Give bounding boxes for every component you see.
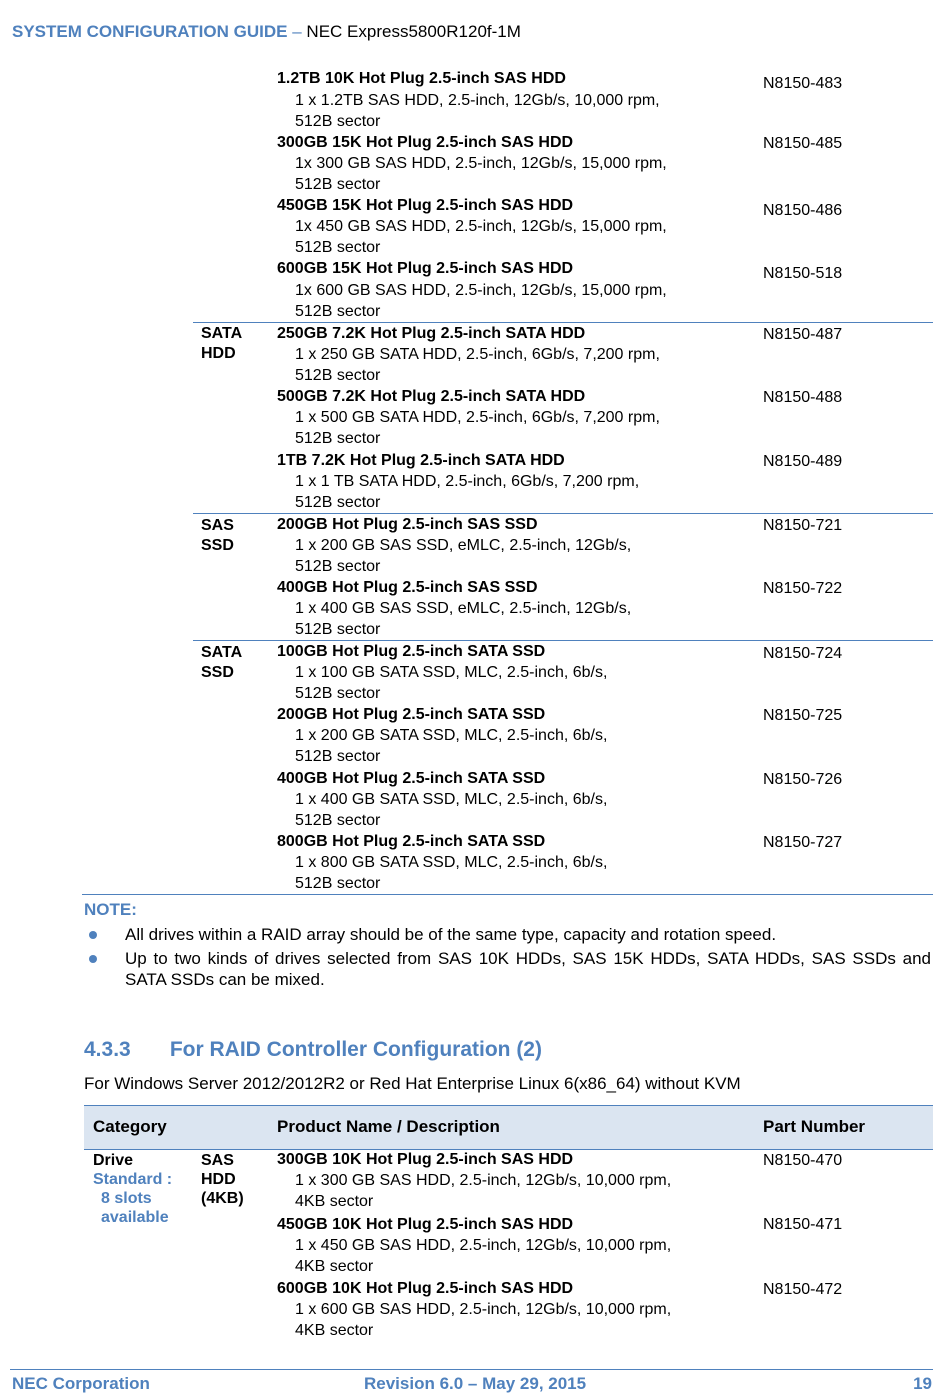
part-number: N8150-727 (763, 834, 843, 851)
part-number: N8150-725 (763, 707, 843, 724)
group-label-line: SSD (201, 537, 234, 554)
item-title: 400GB Hot Plug 2.5-inch SATA SSD (277, 770, 546, 787)
row-divider (193, 513, 933, 514)
part-number: N8150-488 (763, 389, 843, 406)
item-title: 200GB Hot Plug 2.5-inch SAS SSD (277, 516, 538, 533)
item-title: 1TB 7.2K Hot Plug 2.5-inch SATA HDD (277, 452, 565, 469)
part-number: N8150-487 (763, 326, 843, 343)
product-name: NEC Express5800R120f-1M (306, 22, 521, 41)
guide-title: SYSTEM CONFIGURATION GUIDE (12, 22, 288, 41)
item-desc: 512B sector (295, 875, 381, 892)
category-note: available (101, 1209, 169, 1226)
part-number: N8150-518 (763, 265, 843, 282)
group-label-line: SATA (201, 644, 243, 661)
group-label-sata-ssd (201, 643, 242, 683)
item-desc: 512B sector (295, 430, 381, 447)
item-desc: 1 x 200 GB SAS SSD, eMLC, 2.5-inch, 12Gb/s, (295, 537, 632, 554)
item-desc: 512B sector (295, 621, 381, 638)
group-label-line: SAS (201, 1152, 234, 1169)
group-label-sas-ssd (201, 516, 234, 556)
part-number: N8150-724 (763, 645, 843, 662)
item-desc: 1 x 100 GB SATA SSD, MLC, 2.5-inch, 6b/s, (295, 664, 608, 681)
part-number: N8150-721 (763, 517, 843, 534)
item-desc: 1 x 1 TB SATA HDD, 2.5-inch, 6Gb/s, 7,200 rpm, (295, 473, 640, 490)
item-desc: 512B sector (295, 748, 381, 765)
category-note: 8 slots (101, 1190, 152, 1207)
item-desc: 4KB sector (295, 1258, 374, 1275)
bullet-icon (89, 931, 97, 939)
item-title: 400GB Hot Plug 2.5-inch SAS SSD (277, 579, 538, 596)
item-desc: 1x 600 GB SAS HDD, 2.5-inch, 12Gb/s, 15,000 rpm, (295, 282, 667, 299)
part-number: N8150-470 (763, 1152, 843, 1169)
item-title: 300GB 10K Hot Plug 2.5-inch SAS HDD (277, 1151, 574, 1168)
footer-rule (10, 1369, 933, 1370)
section-title: For RAID Controller Configuration (2) (169, 1038, 542, 1061)
item-title: 100GB Hot Plug 2.5-inch SATA SSD (277, 643, 546, 660)
category-cell (93, 1151, 172, 1227)
item-desc: 1 x 1.2TB SAS HDD, 2.5-inch, 12Gb/s, 10,000 rpm, (295, 92, 660, 109)
bullet-icon (89, 955, 97, 963)
item-title: 600GB 10K Hot Plug 2.5-inch SAS HDD (277, 1280, 574, 1297)
item-desc: 512B sector (295, 812, 381, 829)
item-title: 250GB 7.2K Hot Plug 2.5-inch SATA HDD (277, 325, 586, 342)
group-label-line: (4KB) (201, 1190, 244, 1207)
section-intro: For Windows Server 2012/2012R2 or Red Hat Enterprise Linux 6(x86_64) without KVM (84, 1074, 741, 1093)
group-label-sas-hdd-4kb (201, 1151, 244, 1208)
footer-company: NEC Corporation (12, 1374, 150, 1393)
item-desc: 4KB sector (295, 1322, 374, 1339)
part-number: N8150-489 (763, 453, 843, 470)
table-header-row (84, 1105, 933, 1150)
item-desc: 1 x 300 GB SAS HDD, 2.5-inch, 12Gb/s, 10,000 rpm, (295, 1172, 672, 1189)
column-header-product: Product Name / Description (277, 1117, 500, 1136)
item-desc: 1 x 600 GB SAS HDD, 2.5-inch, 12Gb/s, 10,000 rpm, (295, 1301, 672, 1318)
part-number: N8150-483 (763, 75, 843, 92)
part-number: N8150-722 (763, 580, 843, 597)
section-heading (84, 1038, 542, 1062)
item-desc: 512B sector (295, 113, 381, 130)
item-desc: 1x 450 GB SAS HDD, 2.5-inch, 12Gb/s, 15,000 rpm, (295, 218, 667, 235)
group-label-line: SAS (201, 517, 234, 534)
item-title: 450GB 15K Hot Plug 2.5-inch SAS HDD (277, 197, 574, 214)
note-text: Up to two kinds of drives selected from SAS 10K HDDs, SAS 15K HDDs, SATA HDDs, SAS SSDs and SATA SSDs can be mixed. (125, 949, 931, 989)
column-header-category: Category (93, 1117, 167, 1136)
item-desc: 512B sector (295, 303, 381, 320)
section-number: 4.3.3 (84, 1038, 131, 1061)
group-label-line: SATA (201, 325, 243, 342)
page-header (12, 22, 521, 42)
column-header-part: Part Number (763, 1117, 866, 1136)
group-label-line: HDD (201, 1171, 236, 1188)
item-title: 200GB Hot Plug 2.5-inch SATA SSD (277, 706, 546, 723)
table-bottom-border (82, 894, 933, 895)
note-label: NOTE: (84, 900, 137, 919)
part-number: N8150-486 (763, 202, 843, 219)
item-desc: 512B sector (295, 176, 381, 193)
item-title: 800GB Hot Plug 2.5-inch SATA SSD (277, 833, 546, 850)
part-number: N8150-472 (763, 1281, 843, 1298)
row-divider (193, 322, 933, 323)
item-desc: 512B sector (295, 494, 381, 511)
item-desc: 1 x 800 GB SATA SSD, MLC, 2.5-inch, 6b/s, (295, 854, 608, 871)
item-desc: 4KB sector (295, 1193, 374, 1210)
part-number: N8150-471 (763, 1216, 843, 1233)
item-title: 450GB 10K Hot Plug 2.5-inch SAS HDD (277, 1216, 574, 1233)
part-number: N8150-485 (763, 135, 843, 152)
item-desc: 1 x 400 GB SATA SSD, MLC, 2.5-inch, 6b/s, (295, 791, 608, 808)
part-number: N8150-726 (763, 771, 843, 788)
item-desc: 512B sector (295, 685, 381, 702)
note-text: All drives within a RAID array should be of the same type, capacity and rotation speed. (125, 925, 777, 944)
item-title: 500GB 7.2K Hot Plug 2.5-inch SATA HDD (277, 388, 586, 405)
item-desc: 1 x 200 GB SATA SSD, MLC, 2.5-inch, 6b/s, (295, 727, 608, 744)
item-title: 1.2TB 10K Hot Plug 2.5-inch SAS HDD (277, 70, 566, 87)
item-desc: 1 x 400 GB SAS SSD, eMLC, 2.5-inch, 12Gb/s, (295, 600, 632, 617)
item-desc: 512B sector (295, 367, 381, 384)
item-desc: 1 x 500 GB SATA HDD, 2.5-inch, 6Gb/s, 7,200 rpm, (295, 409, 660, 426)
item-desc: 1 x 450 GB SAS HDD, 2.5-inch, 12Gb/s, 10,000 rpm, (295, 1237, 672, 1254)
group-label-sata-hdd (201, 324, 242, 364)
footer-page-number: 19 (913, 1374, 932, 1393)
category-note: Standard : (93, 1171, 173, 1188)
item-title: 300GB 15K Hot Plug 2.5-inch SAS HDD (277, 134, 574, 151)
item-title: 600GB 15K Hot Plug 2.5-inch SAS HDD (277, 260, 574, 277)
item-desc: 512B sector (295, 239, 381, 256)
row-divider (193, 640, 933, 641)
header-dash: – (292, 22, 302, 41)
item-desc: 512B sector (295, 558, 381, 575)
item-desc: 1x 300 GB SAS HDD, 2.5-inch, 12Gb/s, 15,000 rpm, (295, 155, 667, 172)
footer-revision: Revision 6.0 – May 29, 2015 (364, 1374, 587, 1393)
item-desc: 1 x 250 GB SATA HDD, 2.5-inch, 6Gb/s, 7,200 rpm, (295, 346, 660, 363)
group-label-line: SSD (201, 664, 234, 681)
category-name: Drive (93, 1152, 134, 1169)
group-label-line: HDD (201, 345, 236, 362)
